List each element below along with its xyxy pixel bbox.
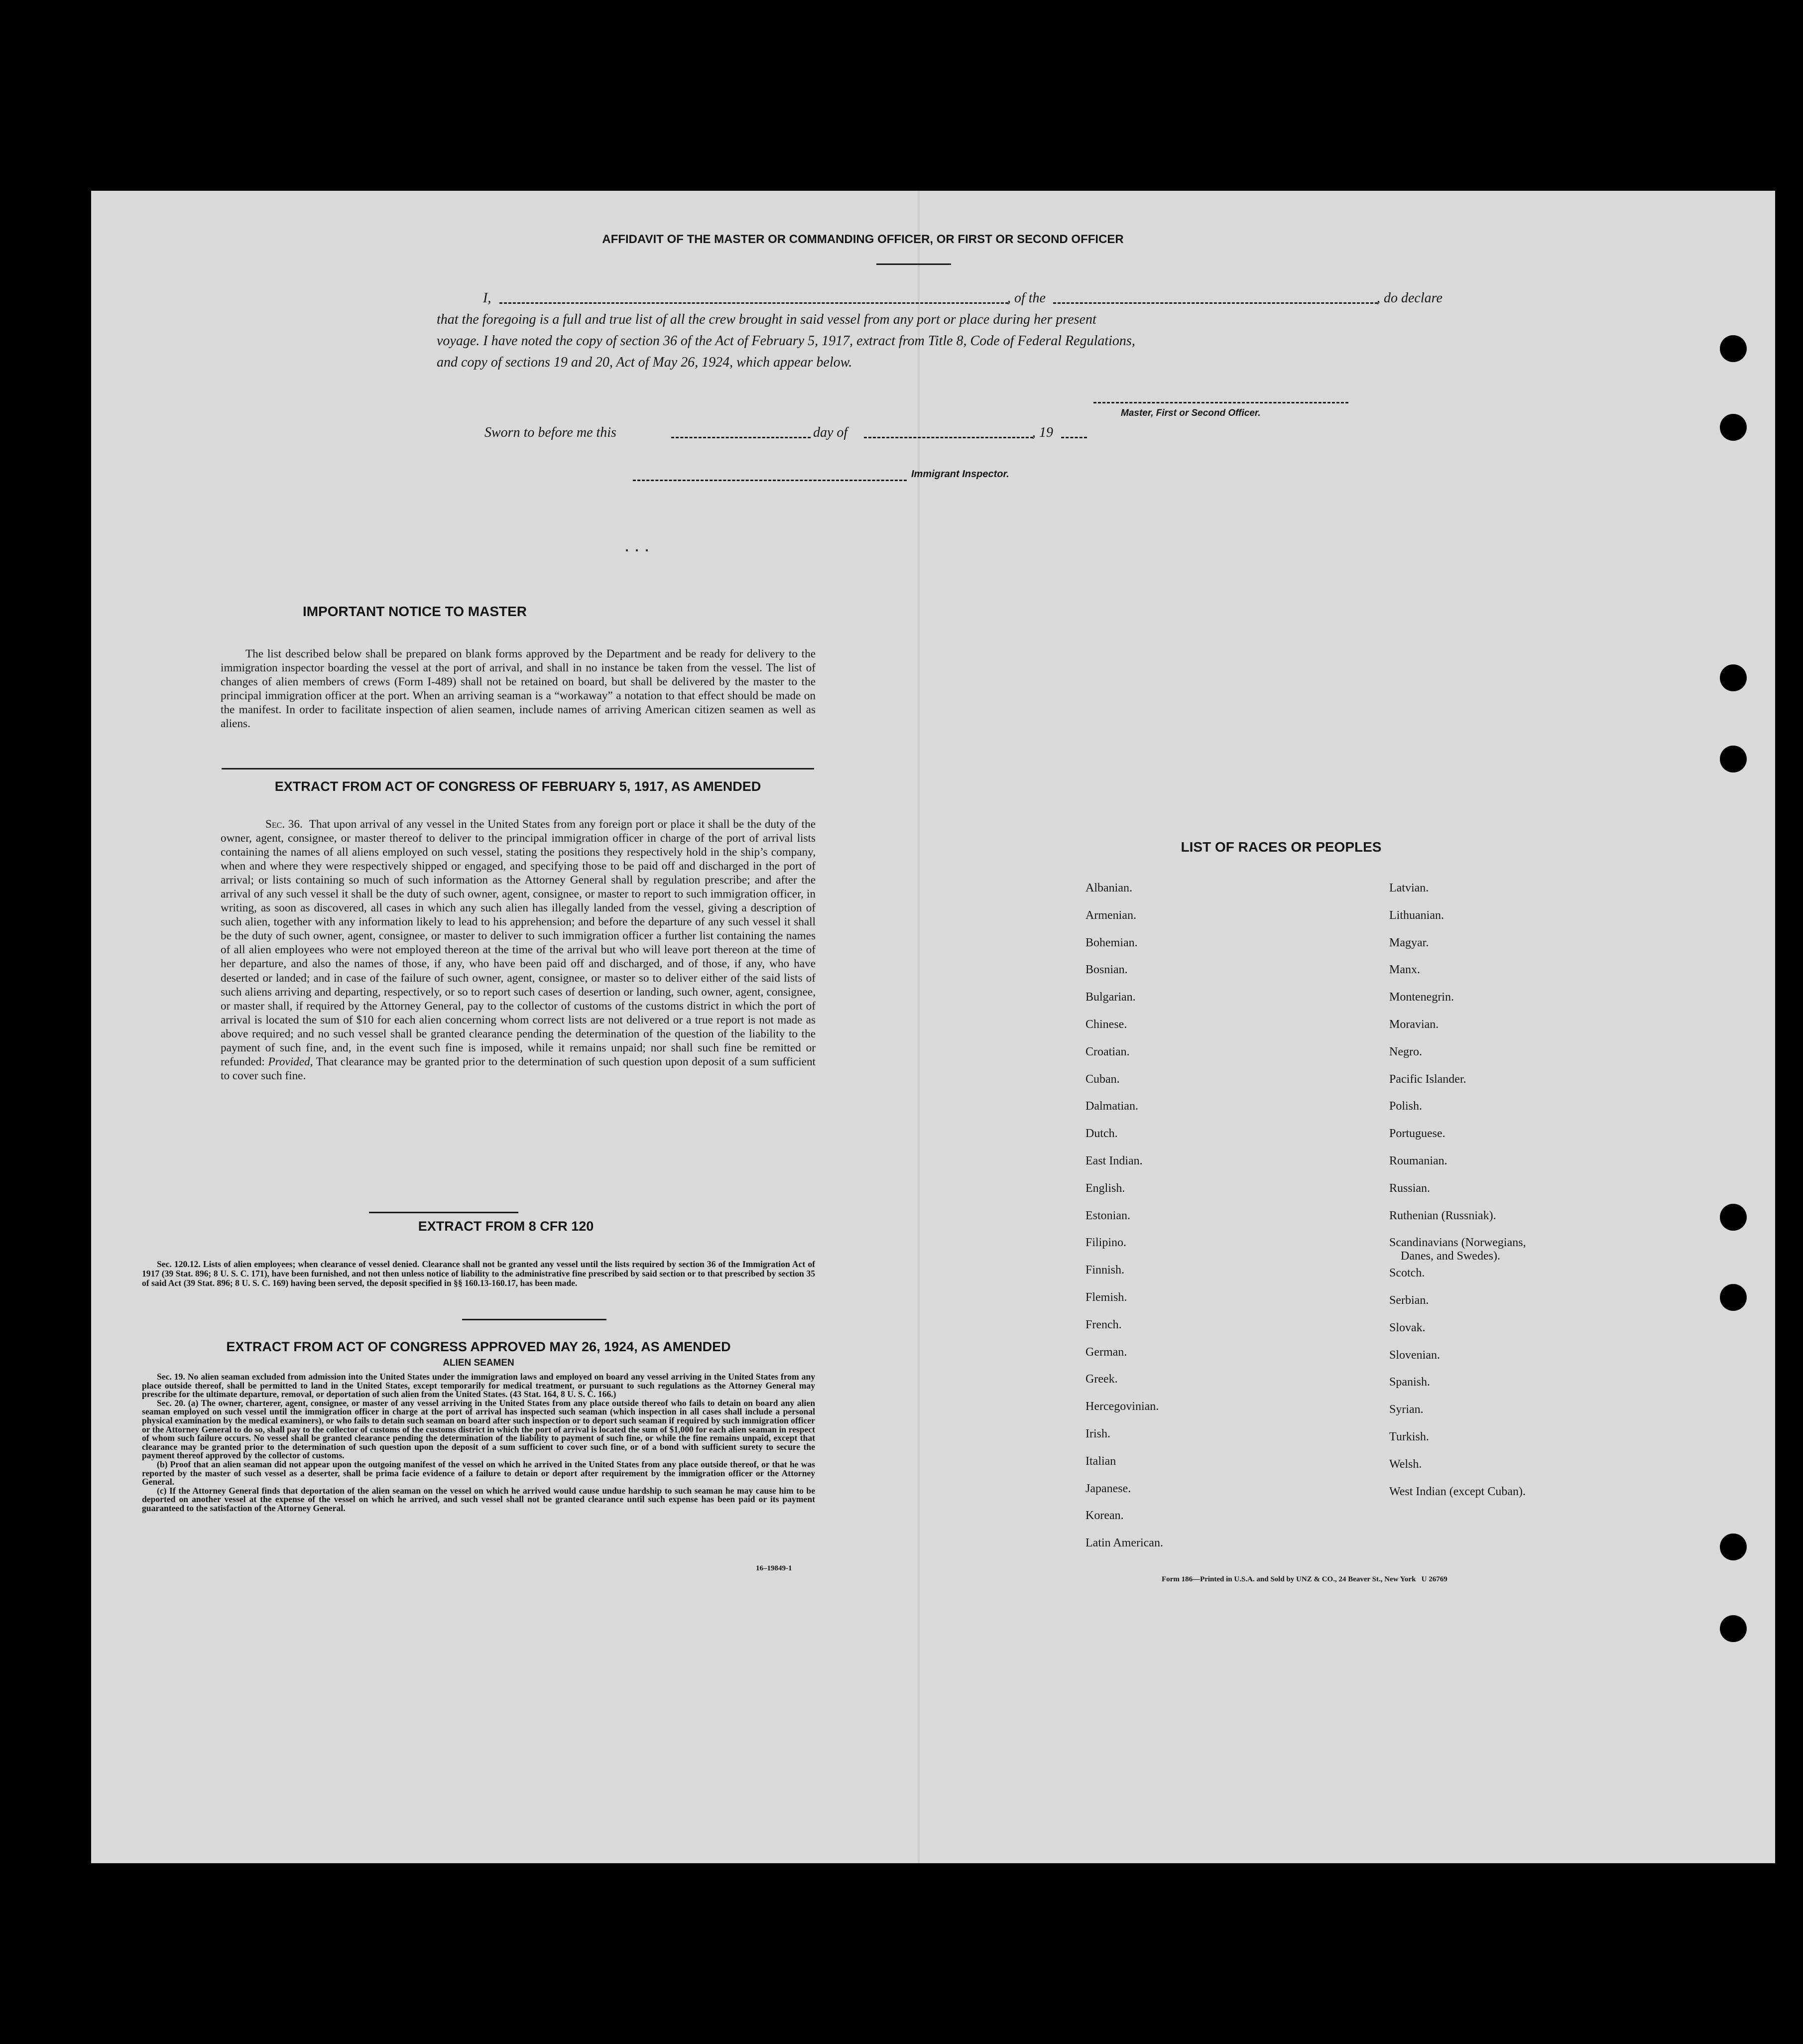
form-code: 16–19849-1 xyxy=(756,1564,792,1572)
race-left-item: Armenian. xyxy=(1085,908,1136,922)
cfr-title-rule xyxy=(369,1243,518,1244)
race-right-item: Russian. xyxy=(1389,1181,1431,1195)
race-right-item: Danes, and Swedes). xyxy=(1401,1250,1500,1263)
vessel-blank[interactable] xyxy=(1053,302,1378,304)
extract1924-sec20a: Sec. 20. (a) The owner, charterer, agent, consignee, or master of any vessel arriving in the United States from any place outside thereof who fails to detain on board any alien seaman employed on such vessel until the immigration officer in charge at the port of arrival has inspected such seaman (which inspection in all cases shall include a personal physical examination by the medical examiners), or who fails to detain such seaman on board after such inspection or to deport such seaman if required by such immigration officer or the Attorney General to do so, shall pay to the collector of customs of the customs district in which the port of arrival is located the sum of $1,000 for each alien seaman in respect of whom such failure occurs. No vessel shall be granted clearance pending the determination of the liability to payment of such fine, or while the fine remains unpaid, except that clearance may be granted prior to the determination of such question upon the deposit of a sum sufficient to cover such fine, or of a bond with sufficient surety to secure the payment thereof approved by the collector of customs. xyxy=(142,1398,815,1461)
affidavit-do-declare: , do declare xyxy=(1377,290,1442,306)
race-right-item: Spanish. xyxy=(1389,1376,1431,1389)
race-left-item: English. xyxy=(1085,1181,1125,1195)
extract1924-sec20b: (b) Proof that an alien seaman did not appear upon the outgoing manifest of the vessel on which he arrived in the United States from any place outside thereof, or that he was reported by the master of such vessel as a deserter, shall be prima facie evidence of a failure to detain or deport after requirement by the immigration officer or the Attorney General. xyxy=(142,1459,815,1487)
race-left-item: French. xyxy=(1085,1318,1122,1331)
extract1924-title: EXTRACT FROM ACT OF CONGRESS APPROVED MAY 26, 1924, AS AMENDED xyxy=(226,1339,731,1354)
day-blank[interactable] xyxy=(671,437,811,438)
race-right-item: Slovak. xyxy=(1389,1321,1426,1334)
race-right-item: Scotch. xyxy=(1389,1267,1425,1280)
race-left-item: German. xyxy=(1085,1345,1127,1359)
extract1924-sec20c: (c) If the Attorney General finds that deportation of the alien seaman on the vessel on which he arrived would cause undue hardship to such seaman he may cause him to be deported on another vessel at the expense of the vessel on which he arrived, and such vessel shall not be granted clearance until such expense has been paid or its payment guaranteed to the satisfaction of the Attorney General. xyxy=(142,1485,815,1513)
cfr-title: EXTRACT FROM 8 CFR 120 xyxy=(418,1219,594,1234)
race-left-item: Greek. xyxy=(1085,1373,1118,1386)
speck xyxy=(626,549,628,551)
affidavit-line2: voyage. I have noted the copy of section 36 of the Act of February 5, 1917, extract from Title 8, Code of Federal Regulations, xyxy=(437,333,1135,349)
race-left-item: Cuban. xyxy=(1085,1072,1120,1086)
inspector-caption: Immigrant Inspector. xyxy=(911,469,1009,480)
affidavit-title-rule xyxy=(876,263,951,265)
name-blank[interactable] xyxy=(499,302,1008,304)
race-right-item: Negro. xyxy=(1389,1045,1422,1058)
form-sheet xyxy=(91,191,1775,1863)
extract1917-provided: Provided, xyxy=(268,1055,313,1068)
printer-line: Form 186—Printed in U.S.A. and Sold by UNZ & CO., 24 Beaver St., New York U 26769 xyxy=(1162,1575,1447,1583)
race-left-item: Korean. xyxy=(1085,1509,1124,1523)
race-left-item: Dutch. xyxy=(1085,1127,1118,1141)
race-left-item: Latin American. xyxy=(1085,1536,1163,1550)
race-left-item: Hercegovinian. xyxy=(1085,1400,1159,1413)
affidavit-of-the: , of the xyxy=(1007,290,1046,306)
punch-hole xyxy=(1720,1533,1747,1560)
race-right-item: Welsh. xyxy=(1389,1457,1422,1471)
race-right-item: Pacific Islander. xyxy=(1389,1072,1466,1086)
race-right-item: Montenegrin. xyxy=(1389,991,1454,1004)
affidavit-line1: that the foregoing is a full and true list of all the crew brought in said vessel from any port or place during her present xyxy=(437,312,1096,327)
year-prefix: , 19 xyxy=(1032,425,1053,440)
punch-hole xyxy=(1720,664,1747,691)
race-right-item: Polish. xyxy=(1389,1100,1423,1113)
race-right-item: Syrian. xyxy=(1389,1403,1424,1416)
notice-body: The list described below shall be prepared on blank forms approved by the Department and be ready for delivery to the immigration inspector boarding the vessel at the port of arrival, and shall in no instance be taken from the vessel. The list of changes of alien members of crews (Form I-489) shall not be retained on board, but shall be delivered by the master to the principal immigration officer at the port. When an arriving seaman is a “workaway” a notation to that effect should be made on the manifest. In order to facilitate inspection of alien seamen, include names of arriving American citizen seamen as well as aliens. xyxy=(221,647,816,730)
punch-hole xyxy=(1720,1204,1747,1231)
race-right-item: Turkish. xyxy=(1389,1430,1429,1443)
race-left-item: Estonian. xyxy=(1085,1209,1130,1222)
inspector-blank[interactable] xyxy=(633,480,907,481)
extract1924-sec19: Sec. 19. No alien seaman excluded from admission into the United States under the immigration laws and employed on board any vessel arriving in the United States from any place outside thereof, shall be permitted to land in the United States, except temporarily for medical treatment, or pursuant to such regulations as the Attorney General may prescribe for the ultimate departure, removal, or deportation of such alien from the United States. (43 Stat. 164, 8 U. S. C. 166.) xyxy=(142,1372,815,1400)
race-right-item: Magyar. xyxy=(1389,936,1429,949)
race-right-item: Roumanian. xyxy=(1389,1154,1447,1167)
race-left-item: Bohemian. xyxy=(1085,936,1138,949)
notice-divider xyxy=(222,768,814,769)
race-right-item: West Indian (except Cuban). xyxy=(1389,1485,1526,1498)
month-blank[interactable] xyxy=(864,437,1033,438)
speck xyxy=(646,549,648,551)
race-left-item: Finnish. xyxy=(1085,1264,1125,1277)
race-left-item: Bulgarian. xyxy=(1085,991,1136,1004)
race-left-item: Irish. xyxy=(1085,1427,1110,1440)
race-left-item: Flemish. xyxy=(1085,1291,1127,1304)
punch-hole xyxy=(1720,335,1747,362)
extract1917-text-end: That clearance may be granted prior to the determination of such question upon deposit of a sum sufficient to cover such fine. xyxy=(221,1055,816,1082)
notice-title: IMPORTANT NOTICE TO MASTER xyxy=(302,604,527,619)
affidavit-i-label: I, xyxy=(483,290,491,306)
extract1924-subtitle: ALIEN SEAMEN xyxy=(443,1358,514,1368)
punch-hole xyxy=(1720,1615,1747,1642)
speck xyxy=(636,549,638,551)
race-right-item: Manx. xyxy=(1389,963,1420,977)
race-right-item: Moravian. xyxy=(1389,1018,1439,1031)
extract1917-text: That upon arrival of any vessel in the United States from any foreign port or place it shall be the duty of the owner, agent, consignee, or master thereof to deliver to the principal immigration officer in charge of the port of arrival lists containing the names of all aliens employed on such vessel, stating the positions they respectively hold in the ship’s company, when and where they were respectively shipped or engaged, and specifying those to be paid off and discharged in the port of arrival; or lists containing so much of such information as the Attorney General shall by regulation prescribe; and after the arrival of any such vessel it shall be the duty of such owner, agent, consignee, or master to report to such immigration officer, in writing, as soon as discovered, all cases in which any such alien has illegally landed from the vessel, giving a description of such alien, together with any information likely to lead to his apprehension; and before the departure of any such vessel it shall be the duty of such owner, agent, consignee, or master to deliver to such immigration officer a further list containing the names of all alien employees who were not employed thereon at the time of the arrival but who will leave port thereon at the time of her departure, and also the names of those, if any, who have been paid off and discharged, and of those, if any, who have deserted or landed; and in case of the failure of such owner, agent, consignee, or master so to deliver either of the said lists of such aliens arriving and departing, respectively, or so to report such cases of desertion or landing, such owner, agent, consignee, or master shall, if required by the Attorney General, pay to the collector of customs of the customs district in which the port of arrival is located the sum of $10 for each alien concerning whom correct lists are not delivered or a true report is not made as above required; and no such vessel shall be granted clearance pending the determination of the question of the liability to the payment of such fine, and, in the event such fine is imposed, while it remains unpaid; nor shall such fine be remitted or refunded: xyxy=(221,818,816,1068)
race-right-item: Scandinavians (Norwegians, xyxy=(1389,1236,1526,1250)
signature-blank[interactable] xyxy=(1093,402,1348,403)
race-right-item: Ruthenian (Russniak). xyxy=(1389,1209,1496,1222)
cfr-body: Sec. 120.12. Lists of alien employees; when clearance of vessel denied. Clearance shall not be granted any vessel until the lists required by section 36 of the Immigration Act of 1917 (39 Stat. 896; 8 U. S. C. 171), have been furnished, and not then unless notice of liability to the administrative fine prescribed by said section or to that prescribed by section 35 of said Act (39 Stat. 896; 8 U. S. C. 169) having been served, the deposit specified in §§ 160.13-160.17, has been made. xyxy=(142,1259,815,1288)
day-of-label: day of xyxy=(813,425,848,440)
race-left-item: Filipino. xyxy=(1085,1236,1127,1250)
race-left-item: Croatian. xyxy=(1085,1045,1130,1058)
race-right-item: Portuguese. xyxy=(1389,1127,1445,1141)
race-left-item: Albanian. xyxy=(1085,882,1132,894)
affidavit-title: AFFIDAVIT OF THE MASTER OR COMMANDING OFFICER, OR FIRST OR SECOND OFFICER xyxy=(602,233,1124,246)
race-right-item: Latvian. xyxy=(1389,882,1429,894)
affidavit-line3: and copy of sections 19 and 20, Act of May 26, 1924, which appear below. xyxy=(437,355,852,370)
race-left-item: Bosnian. xyxy=(1085,963,1128,977)
punch-hole xyxy=(1720,746,1747,772)
race-left-item: Dalmatian. xyxy=(1085,1100,1138,1113)
race-right-item: Serbian. xyxy=(1389,1294,1429,1307)
signer-caption: Master, First or Second Officer. xyxy=(1121,408,1261,418)
race-right-item: Slovenian. xyxy=(1389,1348,1440,1362)
race-right-item: Lithuanian. xyxy=(1389,908,1444,922)
race-left-item: Chinese. xyxy=(1085,1018,1127,1031)
extract1924-body xyxy=(142,1373,815,1513)
races-title: LIST OF RACES OR PEOPLES xyxy=(1181,839,1382,855)
sworn-label: Sworn to before me this xyxy=(484,425,616,440)
punch-hole xyxy=(1720,1284,1747,1311)
extract1917-title: EXTRACT FROM ACT OF CONGRESS OF FEBRUARY 5, 1917, AS AMENDED xyxy=(274,779,761,794)
extract1924-divider xyxy=(462,1319,606,1320)
punch-hole xyxy=(1720,414,1747,441)
race-left-item: East Indian. xyxy=(1085,1154,1143,1167)
extract1917-sec-label: Sec. 36. xyxy=(265,818,303,831)
cfr-divider xyxy=(369,1212,518,1213)
race-left-item: Japanese. xyxy=(1085,1482,1131,1495)
race-left-item: Italian xyxy=(1085,1454,1116,1468)
year-blank[interactable] xyxy=(1061,437,1087,438)
extract1917-body xyxy=(221,817,816,1083)
